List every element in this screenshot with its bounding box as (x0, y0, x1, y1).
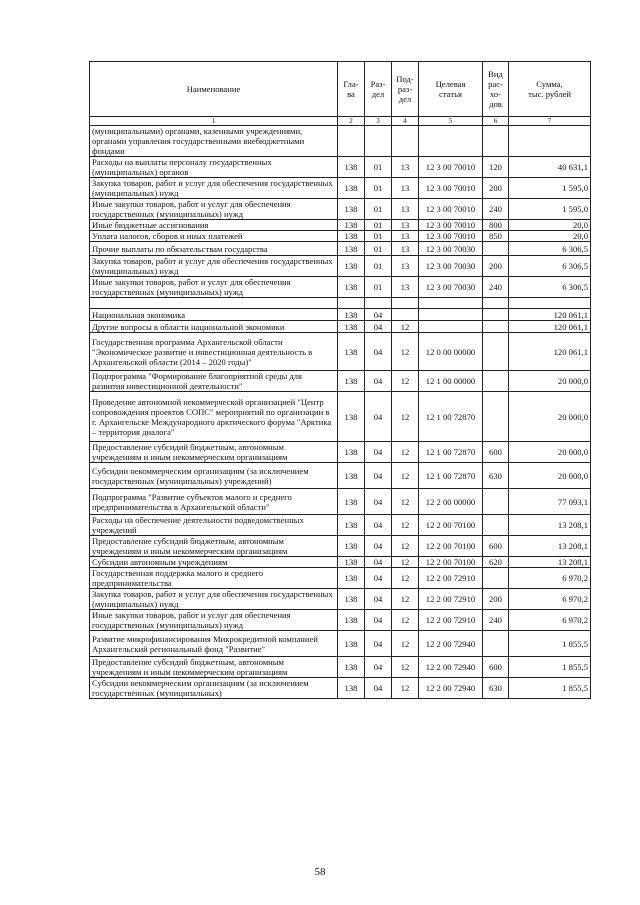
row-podrazdel (392, 298, 419, 309)
header-row (90, 62, 591, 117)
row-razdel: 01 (365, 231, 392, 242)
col-number: 3 (365, 117, 392, 126)
row-target-article: 12 3 00 70010 (419, 220, 483, 231)
table-body (90, 126, 591, 699)
row-podrazdel: 13 (392, 178, 419, 199)
row-sum (509, 298, 591, 309)
row-sum: 13 208,1 (509, 557, 591, 568)
row-razdel: 04 (365, 442, 392, 463)
col-number: 7 (509, 117, 591, 126)
row-sum: 6 306,5 (509, 256, 591, 277)
col-number: 1 (90, 117, 338, 126)
row-name (90, 298, 338, 309)
row-sum: 20 000,0 (509, 371, 591, 392)
row-glava: 138 (338, 610, 365, 631)
row-target-article: 12 1 00 72870 (419, 463, 483, 489)
row-sum: 1 855,5 (509, 631, 591, 657)
table-row (90, 242, 591, 256)
row-expense-type (483, 392, 509, 442)
table-row (90, 463, 591, 489)
table-row (90, 568, 591, 589)
row-sum: 6 306,5 (509, 277, 591, 298)
row-sum: 6 306,5 (509, 242, 591, 256)
table-row (90, 631, 591, 657)
row-target-article: 12 2 00 00000 (419, 489, 483, 515)
row-razdel (365, 298, 392, 309)
row-expense-type (483, 298, 509, 309)
row-expense-type (483, 321, 509, 333)
row-target-article: 12 2 00 72940 (419, 631, 483, 657)
page-number: 58 (314, 866, 326, 878)
table-row (90, 126, 591, 157)
row-glava: 138 (338, 463, 365, 489)
table-row (90, 678, 591, 699)
row-sum: 20,0 (509, 231, 591, 242)
row-podrazdel: 13 (392, 277, 419, 298)
row-name: Предоставление субсидий бюджетным, автономным учреждениям и иным некоммерческим организациям (90, 442, 338, 463)
row-podrazdel: 13 (392, 256, 419, 277)
row-target-article: 12 2 00 70100 (419, 557, 483, 568)
table-row (90, 536, 591, 557)
row-sum: 120 061,1 (509, 309, 591, 321)
row-sum: 20 000,0 (509, 463, 591, 489)
table-row (90, 657, 591, 678)
row-name: Закупка товаров, работ и услуг для обеспечения государственных (муниципальных) нужд (90, 178, 338, 199)
row-sum: 1 595,0 (509, 199, 591, 220)
row-glava: 138 (338, 631, 365, 657)
row-expense-type (483, 371, 509, 392)
row-sum: 1 855,5 (509, 657, 591, 678)
table-row (90, 178, 591, 199)
row-sum: 13 208,1 (509, 515, 591, 536)
row-glava: 138 (338, 515, 365, 536)
row-razdel: 04 (365, 333, 392, 371)
row-podrazdel: 12 (392, 321, 419, 333)
row-name: Иные бюджетные ассигнования (90, 220, 338, 231)
row-expense-type: 120 (483, 157, 509, 178)
row-razdel: 01 (365, 256, 392, 277)
table-row (90, 442, 591, 463)
row-podrazdel: 12 (392, 568, 419, 589)
budget-table (89, 61, 591, 699)
row-sum: 20 000,0 (509, 392, 591, 442)
row-glava: 138 (338, 657, 365, 678)
table-row (90, 557, 591, 568)
row-glava: 138 (338, 536, 365, 557)
row-glava: 138 (338, 489, 365, 515)
row-sum: 6 970,2 (509, 589, 591, 610)
col-number: 6 (483, 117, 509, 126)
col-number: 5 (419, 117, 483, 126)
row-sum: 120 061,1 (509, 333, 591, 371)
row-target-article: 12 1 00 00000 (419, 371, 483, 392)
row-target-article: 12 1 00 72870 (419, 442, 483, 463)
row-target-article: 12 3 00 70030 (419, 256, 483, 277)
row-name: (муниципальными) органами, казенными учреждениями, органами управления государственными внебюджетными фондами (90, 126, 338, 157)
row-razdel: 04 (365, 392, 392, 442)
row-expense-type: 600 (483, 657, 509, 678)
table-row (90, 321, 591, 333)
row-razdel: 04 (365, 321, 392, 333)
row-razdel: 04 (365, 568, 392, 589)
row-glava: 138 (338, 199, 365, 220)
row-glava: 138 (338, 392, 365, 442)
row-glava: 138 (338, 309, 365, 321)
row-razdel: 04 (365, 489, 392, 515)
table-row (90, 277, 591, 298)
row-target-article: 12 2 00 72910 (419, 589, 483, 610)
row-glava: 138 (338, 678, 365, 699)
row-podrazdel: 12 (392, 557, 419, 568)
row-name: Предоставление субсидий бюджетным, автономным учреждениям и иным некоммерческим организациям (90, 536, 338, 557)
row-glava: 138 (338, 256, 365, 277)
row-razdel: 01 (365, 277, 392, 298)
row-expense-type (483, 126, 509, 157)
row-podrazdel: 12 (392, 536, 419, 557)
row-razdel: 04 (365, 463, 392, 489)
row-name: Государственная программа Архангельской области "Экономическое развитие и инвестиционная деятельность в Архангельской области (2014 – 2020 годы)" (90, 333, 338, 371)
row-name: Иные закупки товаров, работ и услуг для обеспечения государственных (муниципальных) нужд (90, 277, 338, 298)
row-glava: 138 (338, 231, 365, 242)
row-target-article: 12 2 00 72910 (419, 610, 483, 631)
row-sum: 1 855,5 (509, 678, 591, 699)
row-expense-type: 240 (483, 610, 509, 631)
row-glava (338, 126, 365, 157)
row-expense-type: 240 (483, 277, 509, 298)
row-podrazdel: 13 (392, 231, 419, 242)
table-row (90, 610, 591, 631)
row-glava: 138 (338, 157, 365, 178)
row-podrazdel: 12 (392, 442, 419, 463)
row-expense-type (483, 242, 509, 256)
row-razdel: 01 (365, 242, 392, 256)
row-razdel: 04 (365, 557, 392, 568)
row-sum: 1 595,0 (509, 178, 591, 199)
row-target-article (419, 309, 483, 321)
row-name: Подпрограмма "Формирование благоприятной среды для развития инвестиционной деятельности" (90, 371, 338, 392)
row-name: Прочие выплаты по обязательствам государства (90, 242, 338, 256)
row-expense-type: 630 (483, 463, 509, 489)
table-row (90, 371, 591, 392)
row-razdel: 01 (365, 220, 392, 231)
row-expense-type (483, 309, 509, 321)
row-sum: 120 061,1 (509, 321, 591, 333)
row-glava: 138 (338, 557, 365, 568)
row-podrazdel: 13 (392, 242, 419, 256)
row-name: Расходы на обеспечение деятельности подведомственных учреждений (90, 515, 338, 536)
table-row (90, 256, 591, 277)
table-row (90, 489, 591, 515)
row-name: Развитие микрофинансирования Микрокредитной компанией Архангельский региональный фонд "Развитие" (90, 631, 338, 657)
row-podrazdel: 12 (392, 333, 419, 371)
row-expense-type (483, 333, 509, 371)
row-name: Другие вопросы в области национальной экономики (90, 321, 338, 333)
row-glava: 138 (338, 568, 365, 589)
row-glava: 138 (338, 178, 365, 199)
row-name: Иные закупки товаров, работ и услуг для обеспечения государственных (муниципальных) нужд (90, 199, 338, 220)
row-name: Национальная экономика (90, 309, 338, 321)
row-podrazdel: 12 (392, 489, 419, 515)
row-expense-type (483, 631, 509, 657)
row-sum: 77 093,1 (509, 489, 591, 515)
row-target-article: 12 2 00 72910 (419, 568, 483, 589)
row-target-article: 12 3 00 70010 (419, 231, 483, 242)
row-target-article: 12 1 00 72870 (419, 392, 483, 442)
row-expense-type: 240 (483, 199, 509, 220)
row-razdel (365, 126, 392, 157)
row-podrazdel: 12 (392, 610, 419, 631)
row-expense-type: 620 (483, 557, 509, 568)
row-name: Государственная поддержка малого и среднего предпринимательства (90, 568, 338, 589)
row-podrazdel: 12 (392, 371, 419, 392)
table-row (90, 515, 591, 536)
row-sum: 13 208,1 (509, 536, 591, 557)
row-target-article (419, 126, 483, 157)
row-target-article: 12 3 00 70030 (419, 242, 483, 256)
row-name: Закупка товаров, работ и услуг для обеспечения государственных (муниципальных) нужд (90, 256, 338, 277)
row-podrazdel (392, 126, 419, 157)
row-podrazdel: 13 (392, 157, 419, 178)
table-row (90, 333, 591, 371)
table-row (90, 220, 591, 231)
row-sum: 20,0 (509, 220, 591, 231)
table-row (90, 199, 591, 220)
row-target-article: 12 3 00 70030 (419, 277, 483, 298)
row-razdel: 04 (365, 678, 392, 699)
row-razdel: 01 (365, 178, 392, 199)
row-expense-type: 200 (483, 178, 509, 199)
table-row (90, 589, 591, 610)
row-glava: 138 (338, 220, 365, 231)
row-expense-type: 630 (483, 678, 509, 699)
row-sum (509, 126, 591, 157)
row-name: Субсидии некоммерческим организациям (за исключением государственных (муниципальных) учреждений) (90, 463, 338, 489)
row-sum: 6 970,2 (509, 568, 591, 589)
row-name: Расходы на выплаты персоналу государственных (муниципальных) органов (90, 157, 338, 178)
row-podrazdel: 12 (392, 678, 419, 699)
row-glava: 138 (338, 589, 365, 610)
row-podrazdel: 12 (392, 657, 419, 678)
row-expense-type (483, 489, 509, 515)
row-razdel: 04 (365, 515, 392, 536)
row-expense-type (483, 515, 509, 536)
row-podrazdel: 12 (392, 515, 419, 536)
row-podrazdel: 13 (392, 220, 419, 231)
row-target-article (419, 298, 483, 309)
row-glava: 138 (338, 442, 365, 463)
row-name: Субсидии автономным учреждениям (90, 557, 338, 568)
row-name: Подпрограмма "Развитие субъектов малого и среднего предпринимательства в Архангельской области" (90, 489, 338, 515)
header-glava: Гла- ва (338, 62, 365, 117)
row-expense-type: 600 (483, 442, 509, 463)
row-podrazdel: 12 (392, 589, 419, 610)
row-glava: 138 (338, 333, 365, 371)
row-razdel: 04 (365, 631, 392, 657)
row-podrazdel (392, 309, 419, 321)
row-razdel: 04 (365, 371, 392, 392)
row-target-article: 12 2 00 70100 (419, 515, 483, 536)
col-number: 4 (392, 117, 419, 126)
row-target-article (419, 321, 483, 333)
row-target-article: 12 3 00 70010 (419, 157, 483, 178)
row-glava: 138 (338, 277, 365, 298)
header-razdel: Раз- дел (365, 62, 392, 117)
row-razdel: 01 (365, 199, 392, 220)
header-summa: Сумма, тыс. рублей (509, 62, 591, 117)
row-name: Субсидии некоммерческим организациям (за исключением государственных (муниципальных) (90, 678, 338, 699)
column-number-row (90, 117, 591, 126)
table-row (90, 157, 591, 178)
row-sum: 20 000,0 (509, 442, 591, 463)
row-razdel: 04 (365, 589, 392, 610)
row-name: Закупка товаров, работ и услуг для обеспечения государственных (муниципальных) нужд (90, 589, 338, 610)
row-target-article: 12 3 00 70010 (419, 199, 483, 220)
table-row (90, 298, 591, 309)
row-glava: 138 (338, 371, 365, 392)
row-target-article: 12 0 00 00000 (419, 333, 483, 371)
row-target-article: 12 2 00 72940 (419, 678, 483, 699)
table-row (90, 392, 591, 442)
row-expense-type: 850 (483, 231, 509, 242)
row-expense-type: 200 (483, 256, 509, 277)
row-expense-type: 600 (483, 536, 509, 557)
row-name: Предоставление субсидий бюджетным, автономным учреждениям и иным некоммерческим организациям (90, 657, 338, 678)
row-podrazdel: 13 (392, 199, 419, 220)
row-expense-type: 800 (483, 220, 509, 231)
row-target-article: 12 2 00 72940 (419, 657, 483, 678)
row-razdel: 04 (365, 657, 392, 678)
row-name: Иные закупки товаров, работ и услуг для обеспечения государственных (муниципальных) нужд (90, 610, 338, 631)
row-name: Проведение автономной некоммерческой организацией "Центр сопровождения проектов СОПС" мероприятий по организации в г. Архангельске Международного арктического форума "Арктика – территория диалога" (90, 392, 338, 442)
table-row (90, 309, 591, 321)
row-name: Уплата налогов, сборов и иных платежей (90, 231, 338, 242)
row-podrazdel: 12 (392, 631, 419, 657)
row-sum: 40 631,1 (509, 157, 591, 178)
row-podrazdel: 12 (392, 392, 419, 442)
row-glava: 138 (338, 321, 365, 333)
row-target-article: 12 2 00 70100 (419, 536, 483, 557)
row-sum: 6 970,2 (509, 610, 591, 631)
row-podrazdel: 12 (392, 463, 419, 489)
row-razdel: 01 (365, 157, 392, 178)
row-razdel: 04 (365, 536, 392, 557)
row-expense-type: 200 (483, 589, 509, 610)
header-statya: Целевая статья (419, 62, 483, 117)
row-target-article: 12 3 00 70010 (419, 178, 483, 199)
col-number: 2 (338, 117, 365, 126)
header-podrazdel: Под- раз- дел (392, 62, 419, 117)
row-razdel: 04 (365, 309, 392, 321)
table-row (90, 231, 591, 242)
row-glava: 138 (338, 242, 365, 256)
header-vid: Вид рас- хо- дов (483, 62, 509, 117)
row-glava (338, 298, 365, 309)
header-name: Наименование (90, 62, 338, 117)
row-razdel: 04 (365, 610, 392, 631)
row-expense-type (483, 568, 509, 589)
